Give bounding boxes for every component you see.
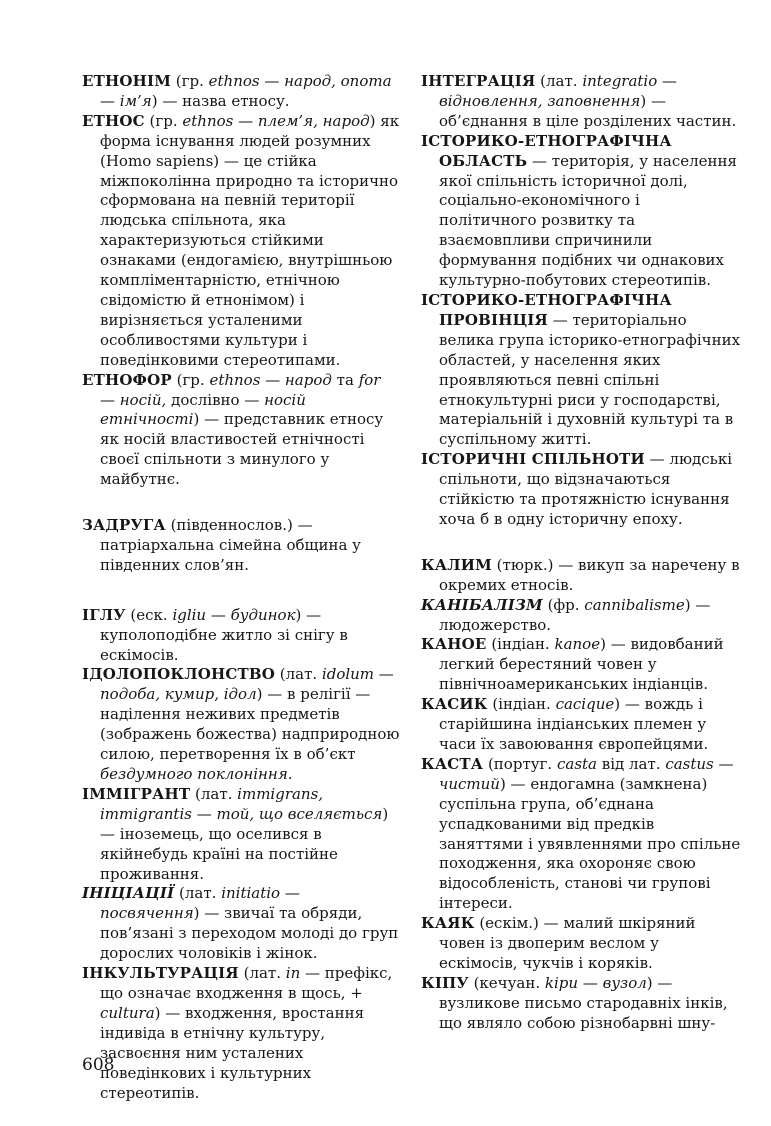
entry-istorychni-spilnoty: ІСТОРИЧНІ СПІЛЬНОТИ — людські спільноти, що відзначаються стійкістю та протяжністю існування хоча б в одну історичну епоху.: [421, 450, 732, 528]
headword: ІНКУЛЬТУРАЦІЯ: [82, 964, 239, 983]
entry-etnos: ЕТНОС (гр. ethnos — плем’я, народ) як форма існування людей розумних (Homo sapiens) — це стійка міжпоколінна природно та історично сформована на певній території людська спільнота, яка характеризуються стійкими ознаками (ендогамією, внутрішньою компліментарністю, етнічною свідомістю й етнонімом) і вирізняється усталеними особливостями культури і поведінковими стереотипами.: [82, 111, 400, 369]
page-number: 608: [82, 1055, 115, 1075]
entry-etnonim: ЕТНОНІМ (гр. ethnos — народ, опота — ім’я) — назва етносу.: [82, 72, 392, 110]
entry-zadruga: ЗАДРУГА (південнослов.) — патріархальна сімейна община у південних слов’ян.: [82, 516, 361, 574]
headword: КІПУ: [421, 973, 469, 992]
headword: ІДОЛОПОКЛОНСТВО: [82, 665, 275, 684]
section-gap: [421, 530, 741, 556]
section-gap: [82, 490, 400, 516]
right-column: [421, 72, 741, 1034]
entry-inkulturatsiia: ІНКУЛЬТУРАЦІЯ (лат. in — префікс, що означає входження в щось, + cultura) — входження, вростання індивіда в етнічну культуру, засвоєння ним усталених поведінкових і культурних стереотипів.: [82, 964, 393, 1102]
entry-immigrant: ІММІГРАНТ (лат. immigrans, immigrantis — той, що вселяється) — іноземець, що оселився в якійнебудь країні на постійне проживання.: [82, 784, 389, 883]
entry-kasyk: КАСИК (індіан. cacique) — вождь і старійшина індіанських племен у часи їх завоювання європейцями.: [421, 695, 709, 753]
entry-istoryko-etnohrafichna-oblast: ІСТОРИКО-ЕТНОГРАФІЧНА ОБЛАСТЬ — територія, у населення якої спільність історичної долі, соціально-економічного і політичного розвитку та взаємовпливи спричинили формування подібних чи однакових культурно-побутових стереотипів.: [421, 131, 737, 290]
entry-kanibalizm: КАНІБАЛІЗМ (фр. cannibalisme) — людожерство.: [421, 595, 711, 634]
headword: ЗАДРУГА: [82, 516, 166, 535]
headword: ІГЛУ: [82, 605, 126, 624]
headword: КАЛИМ: [421, 555, 492, 574]
entry-kipu: КІПУ (кечуан. kipu — вузол) — вузликове письмо стародавніх інків, що являло собою різнобарвні шну-: [421, 973, 728, 1032]
headword: ЕТНОНІМ: [82, 72, 172, 90]
entry-istoryko-etnohrafichna-provintsiia: ІСТОРИКО-ЕТНОГРАФІЧНА ПРОВІНЦІЯ — територіально велика група історико-етнографічних областей, у населення яких проявляються певні спільні етнокультурні риси у господарстві, матеріальній і духовній культурі та в суспільному житті.: [421, 290, 741, 449]
headword: ІНІЦІАЦІЇ: [82, 884, 175, 903]
headword: КАСИК: [421, 695, 488, 714]
headword: ІСТОРИЧНІ СПІЛЬНОТИ: [421, 450, 645, 469]
headword: КАЯК: [421, 914, 475, 933]
headword: КАНОЕ: [421, 635, 487, 654]
headword: ІНТЕГРАЦІЯ: [421, 72, 536, 90]
entry-idolopoklonstvo: ІДОЛОПОКЛОНСТВО (лат. idolum — подоба, кумир, ідол) — в релігії — наділення неживих предметів (зображень божества) надприродною силою, перетворення їх в об’єкт бездумного поклоніння.: [82, 665, 400, 783]
entry-intehratsiia: ІНТЕГРАЦІЯ (лат. integratio — відновлення, заповнення) — об’єднання в ціле розділених частин.: [421, 72, 737, 130]
entry-kasta: КАСТА (португ. casta від лат. castus — чистий) — ендогамна (замкнена) суспільна група, об’єднана успадкованими від предків заняттями і увявленнями про спільне походження, яка охороняє свою відособленість, станові чи групові інтереси.: [421, 754, 741, 913]
headword: ІСТОРИКО-ЕТНОГРАФІЧНА ПРОВІНЦІЯ: [421, 290, 672, 329]
headword: ІСТОРИКО-ЕТНОГРАФІЧНА ОБЛАСТЬ: [421, 131, 672, 170]
entry-kalym: КАЛИМ (тюрк.) — викуп за наречену в окремих етносів.: [421, 555, 740, 594]
headword: КАНІБАЛІЗМ: [421, 595, 543, 614]
entry-etnofor: ЕТНОФОР (гр. ethnos — народ та for — носій, дослівно — носій етнічності) — представник етносу як носій властивостей етнічності своєї спільноти з минулого у майбутнє.: [82, 370, 384, 489]
left-column: [82, 72, 400, 1103]
section-gap: [82, 576, 400, 606]
entry-kaiak: КАЯК (ескім.) — малий шкіряний човен із двоперим веслом у ескімосів, чукчів і коряків.: [421, 914, 696, 972]
entry-kanoe: КАНОЕ (індіан. kanoe) — видовбаний легкий берестяний човен у північноамериканських індіанців.: [421, 635, 724, 694]
headword: ЕТНОФОР: [82, 370, 172, 389]
entry-iglu: ІГЛУ (еск. igliu — будинок) — куполоподібне житло зі снігу в ескімосів.: [82, 605, 348, 664]
headword: ЕТНОС: [82, 111, 145, 130]
entry-initsiatsii: ІНІЦІАЦІЇ (лат. initiatio — посвячення) — звичаї та обряди, пов’язані з переходом молоді до груп дорослих чоловіків і жінок.: [82, 884, 399, 963]
headword: КАСТА: [421, 754, 484, 773]
headword: ІММІГРАНТ: [82, 784, 191, 803]
